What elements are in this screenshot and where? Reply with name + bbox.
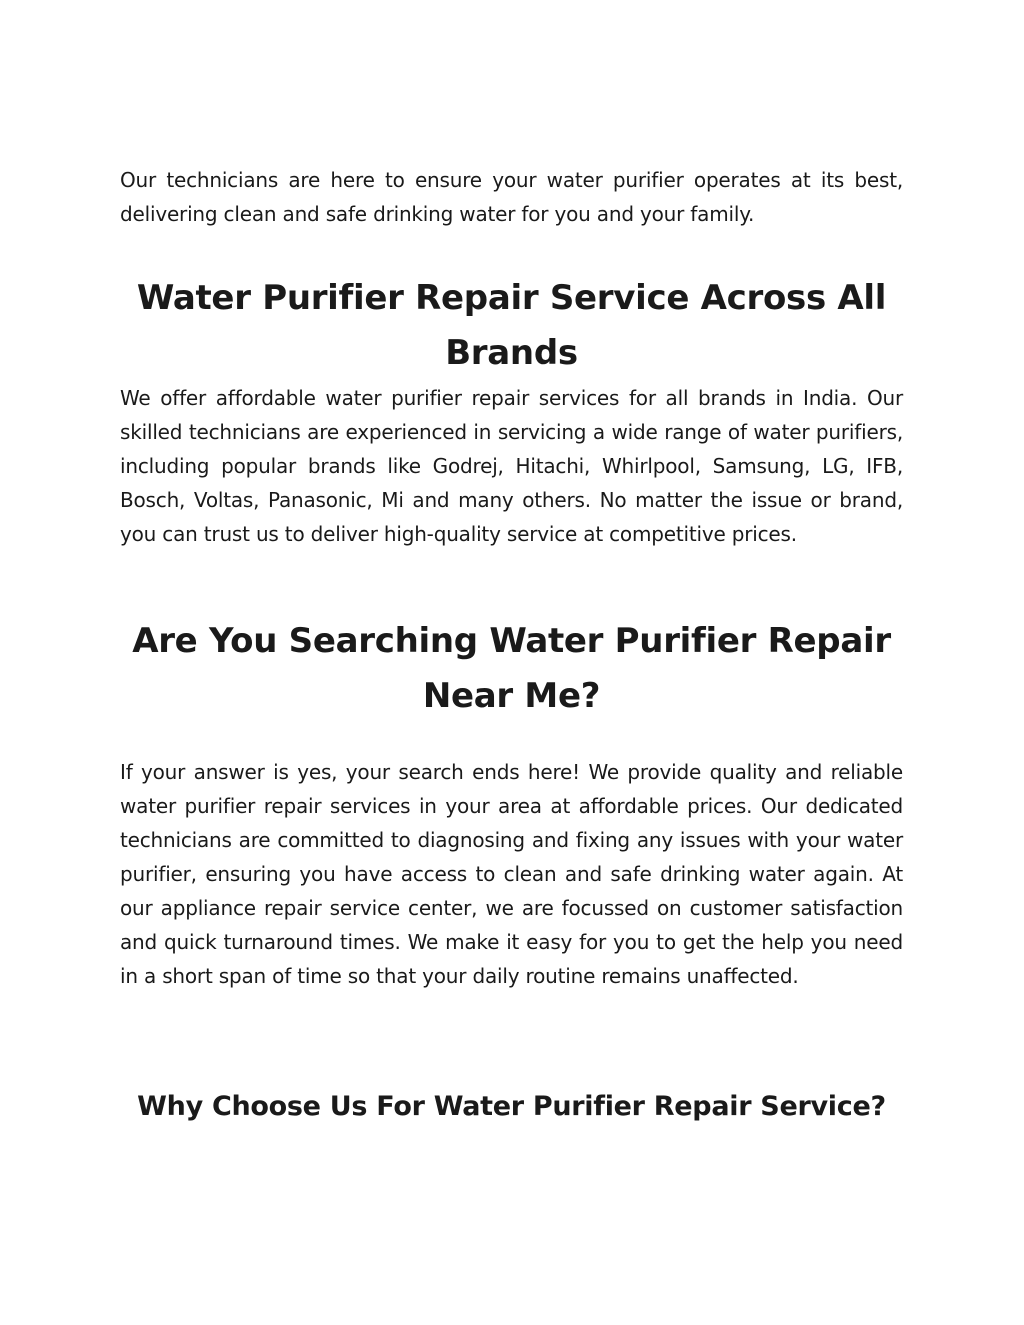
heading-why-choose: Why Choose Us For Water Purifier Repair Service? bbox=[137, 1091, 886, 1122]
all-brands-paragraph: We offer affordable water purifier repair services for all brands in India. Our skilled technicians are experienced in servicing a wide range of water purifiers, including popular brands like Godrej, Hitachi, Whirlpool, Samsung, LG, IFB, Bosch, Voltas, Panasonic, Mi and many others. No matter the issue or brand, you can trust us to deliver high-quality service at competitive prices. bbox=[120, 386, 903, 546]
near-me-paragraph: If your answer is yes, your search ends here! We provide quality and reliable water purifier repair services in your area at affordable prices. Our dedicated technicians are committed to diagnosing and fixing any issues with your water purifier, ensuring you have access to clean and safe drinking water again. At our appliance repair service center, we are focussed on customer satisfaction and quick turnaround times. We make it easy for you to get the help you need in a short span of time so that your daily routine remains unaffected. bbox=[120, 760, 903, 988]
heading-all-brands: Water Purifier Repair Service Across All Brands bbox=[136, 278, 887, 373]
heading-near-me: Are You Searching Water Purifier Repair Near Me? bbox=[132, 621, 891, 716]
intro-paragraph: Our technicians are here to ensure your water purifier operates at its best, delivering clean and safe drinking water for you and your family. bbox=[120, 168, 903, 226]
